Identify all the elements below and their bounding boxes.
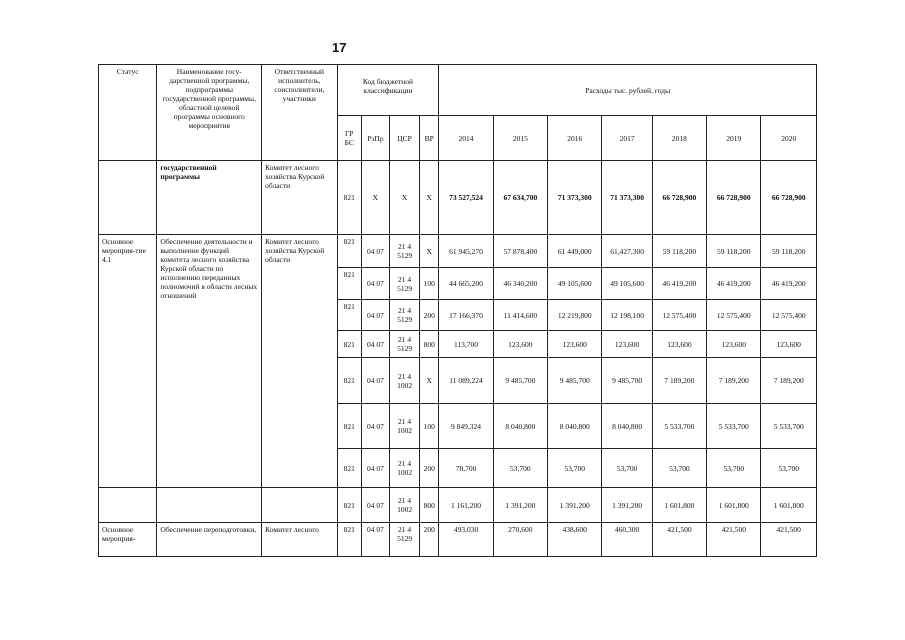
cell-value: 9 485,700 — [548, 358, 602, 404]
program-csr: X — [389, 161, 419, 235]
cell-grbs: 821 — [337, 331, 361, 358]
cell-value: 493,030 — [439, 523, 493, 557]
measure-row — [99, 235, 817, 268]
header-year: 2017 — [602, 116, 652, 161]
cell-value: 44 665,200 — [439, 268, 493, 300]
cell-value: 12 575,400 — [761, 300, 817, 331]
extra-row — [99, 488, 817, 523]
cell-value: 421,500 — [761, 523, 817, 557]
cell-rzpr: 04 07 — [361, 358, 389, 404]
extra-status — [99, 488, 157, 523]
cell-value: 1 161,200 — [439, 488, 493, 523]
cell-rzpr: 04 07 — [361, 268, 389, 300]
cell-value: 11 414,600 — [493, 300, 547, 331]
cell-value: 53,700 — [493, 449, 547, 488]
cell-rzpr: 04 07 — [361, 300, 389, 331]
header-rzpr: РзПр — [361, 116, 389, 161]
cell-value: 123,600 — [548, 331, 602, 358]
extra-executor — [262, 488, 338, 523]
cell-value: 123,600 — [761, 331, 817, 358]
cell-value: 53,700 — [548, 449, 602, 488]
program-name: государственной программы — [157, 161, 262, 235]
program-value: 73 527,524 — [439, 161, 493, 235]
cell-csr: 21 4 1002 — [389, 449, 419, 488]
cell-value: 53,700 — [761, 449, 817, 488]
program-value: 67 634,700 — [493, 161, 547, 235]
cell-value: 421,500 — [652, 523, 706, 557]
header-year: 2019 — [707, 116, 761, 161]
cell-csr: 21 4 5129 — [389, 300, 419, 331]
cell-csr: 21 4 5129 — [389, 523, 419, 557]
cell-value: 53,700 — [602, 449, 652, 488]
header-status: Статус — [99, 65, 157, 161]
next-measure-status: Основное мероприя- — [99, 523, 157, 557]
cell-value: 46 419,200 — [761, 268, 817, 300]
program-value: 66 728,900 — [761, 161, 817, 235]
cell-vr: X — [420, 358, 439, 404]
cell-value: 59 118,200 — [707, 235, 761, 268]
header-year: 2018 — [652, 116, 706, 161]
cell-grbs: 821 — [337, 300, 361, 331]
header-year: 2016 — [548, 116, 602, 161]
cell-vr: 100 — [420, 268, 439, 300]
cell-value: 7 189,200 — [761, 358, 817, 404]
cell-value: 123,600 — [707, 331, 761, 358]
cell-value: 1 391,200 — [493, 488, 547, 523]
cell-value: 421,500 — [707, 523, 761, 557]
cell-value: 113,700 — [439, 331, 493, 358]
cell-csr: 21 4 5129 — [389, 235, 419, 268]
cell-value: 1 391,200 — [548, 488, 602, 523]
header-csr: ЦСР — [389, 116, 419, 161]
cell-value: 46 419,200 — [707, 268, 761, 300]
cell-value: 78,700 — [439, 449, 493, 488]
header-expenses: Расходы тыс. рублей, годы — [439, 65, 817, 116]
program-executor: Комитет лесного хозяйства Курской области — [262, 161, 338, 235]
cell-rzpr: 04 07 — [361, 488, 389, 523]
cell-value: 123,600 — [652, 331, 706, 358]
cell-vr: 800 — [420, 331, 439, 358]
program-value: 66 728,900 — [707, 161, 761, 235]
cell-value: 57 878,400 — [493, 235, 547, 268]
header-row-1 — [99, 65, 817, 116]
cell-value: 53,700 — [652, 449, 706, 488]
cell-rzpr: 04 07 — [361, 523, 389, 557]
cell-csr: 21 4 5129 — [389, 268, 419, 300]
cell-grbs: 821 — [337, 268, 361, 300]
page-number: 17 — [332, 40, 347, 55]
extra-name — [157, 488, 262, 523]
cell-grbs: 821 — [337, 404, 361, 449]
cell-value: 61 449,000 — [548, 235, 602, 268]
next-measure-name: Обеспечение переподготовки, — [157, 523, 262, 557]
cell-vr: 200 — [420, 523, 439, 557]
cell-value: 61,427,300 — [602, 235, 652, 268]
cell-value: 61 945,270 — [439, 235, 493, 268]
cell-value: 9 485,700 — [602, 358, 652, 404]
next-measure-row — [99, 523, 817, 557]
cell-value: 1 601,800 — [652, 488, 706, 523]
header-year: 2020 — [761, 116, 817, 161]
cell-vr: 800 — [420, 488, 439, 523]
cell-grbs: 821 — [337, 488, 361, 523]
cell-value: 460,300 — [602, 523, 652, 557]
cell-value: 8 040,800 — [602, 404, 652, 449]
cell-grbs: 821 — [337, 449, 361, 488]
header-year: 2015 — [493, 116, 547, 161]
cell-value: 12 198,100 — [602, 300, 652, 331]
cell-value: 49 105,600 — [602, 268, 652, 300]
header-vr: ВР — [420, 116, 439, 161]
cell-value: 270,600 — [493, 523, 547, 557]
cell-csr: 21 4 1002 — [389, 404, 419, 449]
cell-rzpr: 04 07 — [361, 404, 389, 449]
cell-vr: X — [420, 235, 439, 268]
cell-value: 8 040,800 — [548, 404, 602, 449]
cell-value: 5 533,700 — [652, 404, 706, 449]
cell-csr: 21 4 1002 — [389, 488, 419, 523]
cell-grbs: 821 — [337, 523, 361, 557]
measure-executor: Комитет лесного хозяйства Курской области — [262, 235, 338, 488]
cell-vr: 200 — [420, 449, 439, 488]
cell-value: 5 533,700 — [707, 404, 761, 449]
cell-value: 17 166,370 — [439, 300, 493, 331]
cell-value: 5 533,700 — [761, 404, 817, 449]
header-name: Наименование госу-дарственной программы, подпрограммы государственной программы, областной целевой программы основного мероприятия — [157, 65, 262, 161]
cell-rzpr: 04 07 — [361, 449, 389, 488]
header-year: 2014 — [439, 116, 493, 161]
next-measure-executor: Комитет лесного — [262, 523, 338, 557]
program-value: 71 373,300 — [602, 161, 652, 235]
cell-grbs: 821 — [337, 358, 361, 404]
program-value: 66 728,900 — [652, 161, 706, 235]
program-row — [99, 161, 817, 235]
cell-value: 7 189,200 — [707, 358, 761, 404]
cell-value: 123,600 — [602, 331, 652, 358]
cell-value: 46 419,200 — [652, 268, 706, 300]
cell-value: 8 040,800 — [493, 404, 547, 449]
cell-value: 9 849,324 — [439, 404, 493, 449]
program-vr: X — [420, 161, 439, 235]
cell-value: 59 118,200 — [761, 235, 817, 268]
cell-value: 1 391,200 — [602, 488, 652, 523]
cell-value: 53,700 — [707, 449, 761, 488]
measure-name: Обеспечение деятельности и выполнение функций комитета лесного хозяйства Курской области по исполнению переданных полномочий в области лесных отношений — [157, 235, 262, 488]
measure-status: Основное мероприя-тие 4.1 — [99, 235, 157, 488]
cell-rzpr: 04 07 — [361, 235, 389, 268]
cell-csr: 21 4 5129 — [389, 331, 419, 358]
cell-value: 49 105,600 — [548, 268, 602, 300]
header-code: Код бюджетной классификации — [337, 65, 439, 116]
cell-value: 12 575,400 — [652, 300, 706, 331]
budget-table — [98, 64, 817, 557]
program-value: 71 373,300 — [548, 161, 602, 235]
cell-vr: 200 — [420, 300, 439, 331]
cell-value: 46 340,200 — [493, 268, 547, 300]
cell-value: 12 575,400 — [707, 300, 761, 331]
cell-value: 9 485,700 — [493, 358, 547, 404]
program-grbs: 821 — [337, 161, 361, 235]
cell-grbs: 821 — [337, 235, 361, 268]
cell-value: 438,600 — [548, 523, 602, 557]
cell-rzpr: 04 07 — [361, 331, 389, 358]
cell-value: 123,600 — [493, 331, 547, 358]
cell-value: 1 601,800 — [707, 488, 761, 523]
cell-value: 1 601,800 — [761, 488, 817, 523]
cell-value: 12 219,800 — [548, 300, 602, 331]
header-executor: Ответственный исполнитель, соисполнители, участники — [262, 65, 338, 161]
cell-value: 59 118,200 — [652, 235, 706, 268]
program-rzpr: X — [361, 161, 389, 235]
cell-value: 7 189,200 — [652, 358, 706, 404]
cell-csr: 21 4 1002 — [389, 358, 419, 404]
cell-value: 11 089,224 — [439, 358, 493, 404]
header-grbs: ГР БС — [337, 116, 361, 161]
program-status — [99, 161, 157, 235]
cell-vr: 100 — [420, 404, 439, 449]
